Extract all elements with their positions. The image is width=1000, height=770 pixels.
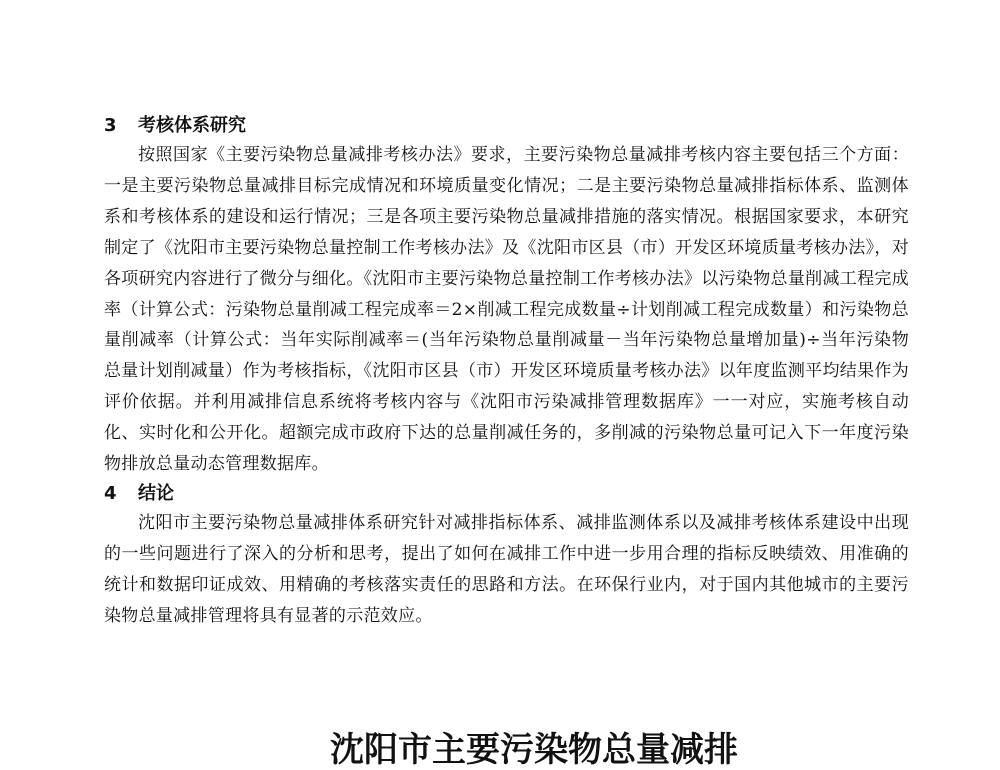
paragraph: 沈阳市主要污染物总量减排体系研究针对减排指标体系、减排监测体系以及减排考核体系建设中出现的一些问题进行了深入的分析和思考，提出了如何在减排工作中进一步用合理的指标反映绩效、用准确的统计和数据印证成效、用精确的考核落实责任的思路和方法。在环保行业内，对于国内其他城市的主要污染物总量减排管理将具有显著的示范效应。 (104, 512, 909, 626)
section-title: 考核体系研究 (138, 115, 246, 136)
section-heading (104, 112, 909, 140)
section-4 (104, 480, 909, 632)
section-3 (104, 112, 909, 480)
section-title: 结论 (138, 482, 174, 504)
section-number: 4 (104, 482, 117, 504)
section-number: 3 (104, 115, 117, 136)
section-heading (104, 480, 909, 508)
paragraph: 按照国家《主要污染物总量减排考核办法》要求，主要污染物总量减排考核内容主要包括三个方面：一是主要污染物总量减排目标完成情况和环境质量变化情况；二是主要污染物总量减排指标体系、监测体系和考核体系的建设和运行情况；三是各项主要污染物总量减排措施的落实情况。根据国家要求，本研究制定了《沈阳市主要污染物总量控制工作考核办法》及《沈阳市区县（市）开发区环境质量考核办法》，对各项研究内容进行了微分与细化。《沈阳市主要污染物总量控制工作考核办法》以污染物总量削减工程完成率（计算公式：污染物总量削减工程完成率＝2×削减工程完成数量÷计划削减工程完成数量）和污染物总量削减率（计算公式：当年实际削减率＝(当年污染物总量削减量－当年污染物总量增加量)÷当年污染物总量计划削减量）作为考核指标，《沈阳市区县（市）开发区环境质量考核办法》以年度监测平均结果作为评价依据。并利用减排信息系统将考核内容与《沈阳市污染减排管理数据库》一一对应，实施考核自动化、实时化和公开化。超额完成市政府下达的总量削减任务的，多削减的污染物总量可记入下一年度污染物排放总量动态管理数据库。 (104, 145, 909, 475)
next-article-title: 沈阳市主要污染物总量减排 (330, 730, 738, 770)
document-body (104, 112, 909, 632)
